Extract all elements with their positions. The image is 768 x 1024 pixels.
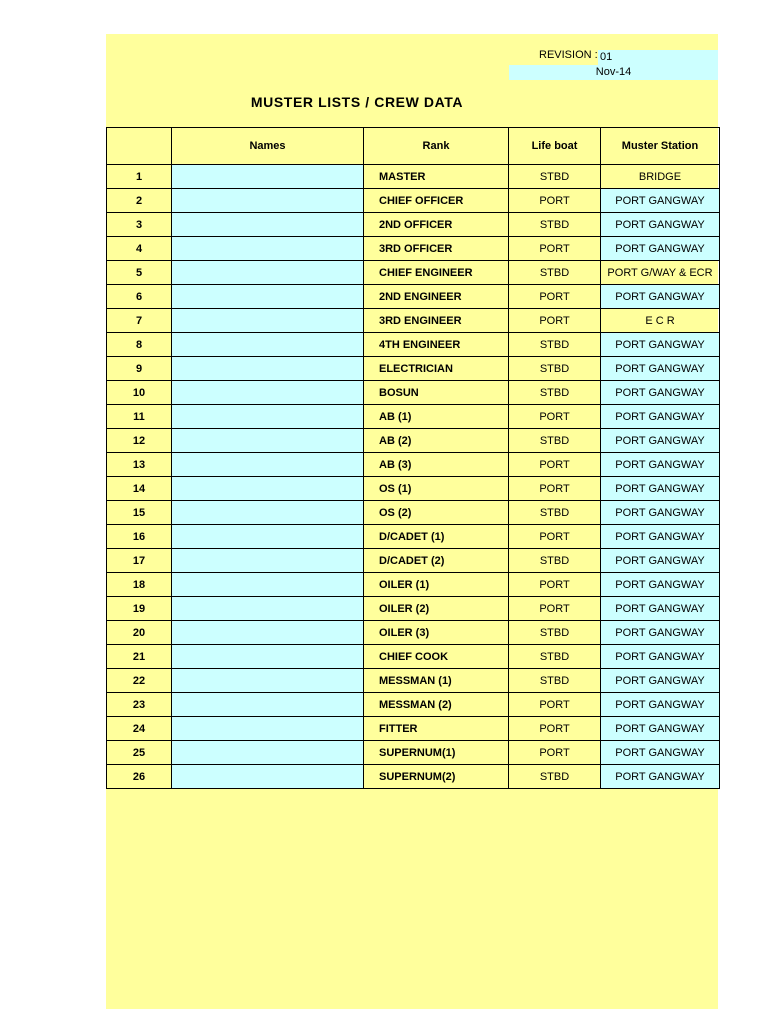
crew-muster-station: E C R <box>601 309 720 333</box>
table-row <box>107 477 720 501</box>
revision-value: 01 <box>598 50 718 65</box>
crew-rank: SUPERNUM(1) <box>364 741 509 765</box>
crew-number: 26 <box>107 765 172 789</box>
table-row <box>107 165 720 189</box>
crew-rank: OILER (1) <box>364 573 509 597</box>
crew-number: 13 <box>107 453 172 477</box>
crew-muster-station: PORT GANGWAY <box>601 669 720 693</box>
table-row <box>107 261 720 285</box>
crew-rank: MASTER <box>364 165 509 189</box>
crew-lifeboat: STBD <box>509 381 601 405</box>
crew-muster-station: PORT GANGWAY <box>601 333 720 357</box>
crew-name-cell[interactable] <box>172 213 364 237</box>
crew-rank: OS (2) <box>364 501 509 525</box>
crew-lifeboat: STBD <box>509 213 601 237</box>
crew-muster-station: BRIDGE <box>601 165 720 189</box>
crew-rank: OILER (3) <box>364 621 509 645</box>
table-row <box>107 621 720 645</box>
crew-rank: CHIEF ENGINEER <box>364 261 509 285</box>
crew-lifeboat: PORT <box>509 693 601 717</box>
crew-name-cell[interactable] <box>172 261 364 285</box>
crew-number: 19 <box>107 597 172 621</box>
crew-rank: BOSUN <box>364 381 509 405</box>
crew-name-cell[interactable] <box>172 717 364 741</box>
crew-lifeboat: STBD <box>509 549 601 573</box>
muster-sheet <box>106 34 718 1009</box>
crew-number: 8 <box>107 333 172 357</box>
crew-lifeboat: STBD <box>509 357 601 381</box>
crew-name-cell[interactable] <box>172 405 364 429</box>
crew-number: 4 <box>107 237 172 261</box>
crew-lifeboat: PORT <box>509 453 601 477</box>
crew-number: 5 <box>107 261 172 285</box>
crew-rank: ELECTRICIAN <box>364 357 509 381</box>
crew-number: 15 <box>107 501 172 525</box>
crew-muster-station: PORT GANGWAY <box>601 453 720 477</box>
crew-rank: SUPERNUM(2) <box>364 765 509 789</box>
crew-muster-station: PORT GANGWAY <box>601 237 720 261</box>
crew-number: 21 <box>107 645 172 669</box>
table-row <box>107 309 720 333</box>
table-row <box>107 429 720 453</box>
table-row <box>107 405 720 429</box>
crew-number: 3 <box>107 213 172 237</box>
crew-muster-station: PORT GANGWAY <box>601 549 720 573</box>
crew-number: 14 <box>107 477 172 501</box>
table-row <box>107 333 720 357</box>
crew-muster-station: PORT GANGWAY <box>601 381 720 405</box>
col-header-names: Names <box>172 128 364 165</box>
crew-muster-station: PORT GANGWAY <box>601 501 720 525</box>
crew-number: 12 <box>107 429 172 453</box>
table-header-row <box>107 128 720 165</box>
crew-name-cell[interactable] <box>172 573 364 597</box>
table-row <box>107 765 720 789</box>
table-row <box>107 645 720 669</box>
crew-muster-station: PORT GANGWAY <box>601 621 720 645</box>
crew-number: 7 <box>107 309 172 333</box>
crew-lifeboat: PORT <box>509 237 601 261</box>
col-header-no <box>107 128 172 165</box>
table-row <box>107 597 720 621</box>
crew-name-cell[interactable] <box>172 525 364 549</box>
table-row <box>107 501 720 525</box>
crew-muster-station: PORT GANGWAY <box>601 405 720 429</box>
crew-number: 22 <box>107 669 172 693</box>
table-row <box>107 669 720 693</box>
crew-lifeboat: STBD <box>509 333 601 357</box>
crew-lifeboat: STBD <box>509 165 601 189</box>
table-row <box>107 213 720 237</box>
col-header-station: Muster Station <box>601 128 720 165</box>
table-row <box>107 357 720 381</box>
crew-name-cell[interactable] <box>172 357 364 381</box>
crew-name-cell[interactable] <box>172 549 364 573</box>
crew-rank: OS (1) <box>364 477 509 501</box>
crew-lifeboat: STBD <box>509 621 601 645</box>
crew-rank: 3RD OFFICER <box>364 237 509 261</box>
crew-muster-station: PORT GANGWAY <box>601 573 720 597</box>
crew-rank: CHIEF COOK <box>364 645 509 669</box>
table-row <box>107 549 720 573</box>
table-row <box>107 573 720 597</box>
table-row <box>107 525 720 549</box>
crew-rank: OILER (2) <box>364 597 509 621</box>
crew-rank: AB (2) <box>364 429 509 453</box>
crew-muster-station: PORT GANGWAY <box>601 189 720 213</box>
crew-lifeboat: STBD <box>509 765 601 789</box>
crew-lifeboat: PORT <box>509 717 601 741</box>
crew-name-cell[interactable] <box>172 285 364 309</box>
crew-muster-station: PORT GANGWAY <box>601 213 720 237</box>
crew-muster-station: PORT GANGWAY <box>601 765 720 789</box>
crew-muster-station: PORT GANGWAY <box>601 429 720 453</box>
table-row <box>107 741 720 765</box>
crew-table-body <box>107 165 720 789</box>
crew-muster-station: PORT GANGWAY <box>601 477 720 501</box>
crew-name-cell[interactable] <box>172 741 364 765</box>
crew-rank: MESSMAN (1) <box>364 669 509 693</box>
crew-muster-station: PORT G/WAY & ECR <box>601 261 720 285</box>
crew-number: 25 <box>107 741 172 765</box>
table-row <box>107 285 720 309</box>
crew-number: 1 <box>107 165 172 189</box>
crew-name-cell[interactable] <box>172 453 364 477</box>
crew-rank: D/CADET (2) <box>364 549 509 573</box>
crew-lifeboat: PORT <box>509 477 601 501</box>
crew-muster-station: PORT GANGWAY <box>601 717 720 741</box>
crew-name-cell[interactable] <box>172 165 364 189</box>
col-header-rank: Rank <box>364 128 509 165</box>
crew-lifeboat: STBD <box>509 501 601 525</box>
crew-number: 18 <box>107 573 172 597</box>
crew-name-cell[interactable] <box>172 477 364 501</box>
crew-lifeboat: PORT <box>509 309 601 333</box>
crew-name-cell[interactable] <box>172 189 364 213</box>
crew-lifeboat: STBD <box>509 429 601 453</box>
table-row <box>107 453 720 477</box>
table-row <box>107 693 720 717</box>
page-title: MUSTER LISTS / CREW DATA <box>250 94 464 110</box>
crew-rank: 3RD ENGINEER <box>364 309 509 333</box>
table-row <box>107 381 720 405</box>
crew-number: 23 <box>107 693 172 717</box>
crew-number: 10 <box>107 381 172 405</box>
col-header-lifeboat: Life boat <box>509 128 601 165</box>
crew-lifeboat: PORT <box>509 741 601 765</box>
crew-muster-station: PORT GANGWAY <box>601 285 720 309</box>
table-row <box>107 717 720 741</box>
crew-name-cell[interactable] <box>172 597 364 621</box>
crew-rank: 4TH ENGINEER <box>364 333 509 357</box>
crew-number: 6 <box>107 285 172 309</box>
crew-muster-station: PORT GANGWAY <box>601 525 720 549</box>
crew-number: 24 <box>107 717 172 741</box>
crew-lifeboat: PORT <box>509 189 601 213</box>
crew-name-cell[interactable] <box>172 501 364 525</box>
crew-name-cell[interactable] <box>172 645 364 669</box>
crew-name-cell[interactable] <box>172 621 364 645</box>
crew-name-cell[interactable] <box>172 429 364 453</box>
crew-name-cell[interactable] <box>172 381 364 405</box>
crew-name-cell[interactable] <box>172 309 364 333</box>
crew-table <box>106 127 720 789</box>
revision-date: Nov-14 <box>509 65 718 80</box>
crew-name-cell[interactable] <box>172 669 364 693</box>
crew-rank: MESSMAN (2) <box>364 693 509 717</box>
crew-name-cell[interactable] <box>172 333 364 357</box>
table-row <box>107 189 720 213</box>
crew-name-cell[interactable] <box>172 765 364 789</box>
crew-lifeboat: PORT <box>509 597 601 621</box>
crew-lifeboat: PORT <box>509 525 601 549</box>
revision-label: REVISION : <box>539 49 598 61</box>
crew-rank: CHIEF OFFICER <box>364 189 509 213</box>
crew-lifeboat: PORT <box>509 285 601 309</box>
crew-rank: D/CADET (1) <box>364 525 509 549</box>
crew-muster-station: PORT GANGWAY <box>601 693 720 717</box>
crew-lifeboat: STBD <box>509 645 601 669</box>
crew-muster-station: PORT GANGWAY <box>601 741 720 765</box>
crew-rank: 2ND OFFICER <box>364 213 509 237</box>
crew-rank: AB (1) <box>364 405 509 429</box>
crew-name-cell[interactable] <box>172 237 364 261</box>
crew-muster-station: PORT GANGWAY <box>601 645 720 669</box>
crew-number: 2 <box>107 189 172 213</box>
crew-lifeboat: STBD <box>509 669 601 693</box>
crew-lifeboat: STBD <box>509 261 601 285</box>
crew-rank: AB (3) <box>364 453 509 477</box>
crew-number: 16 <box>107 525 172 549</box>
crew-number: 17 <box>107 549 172 573</box>
crew-muster-station: PORT GANGWAY <box>601 357 720 381</box>
crew-rank: FITTER <box>364 717 509 741</box>
crew-number: 20 <box>107 621 172 645</box>
crew-number: 11 <box>107 405 172 429</box>
crew-muster-station: PORT GANGWAY <box>601 597 720 621</box>
crew-name-cell[interactable] <box>172 693 364 717</box>
crew-lifeboat: PORT <box>509 573 601 597</box>
crew-number: 9 <box>107 357 172 381</box>
crew-rank: 2ND ENGINEER <box>364 285 509 309</box>
table-row <box>107 237 720 261</box>
crew-lifeboat: PORT <box>509 405 601 429</box>
